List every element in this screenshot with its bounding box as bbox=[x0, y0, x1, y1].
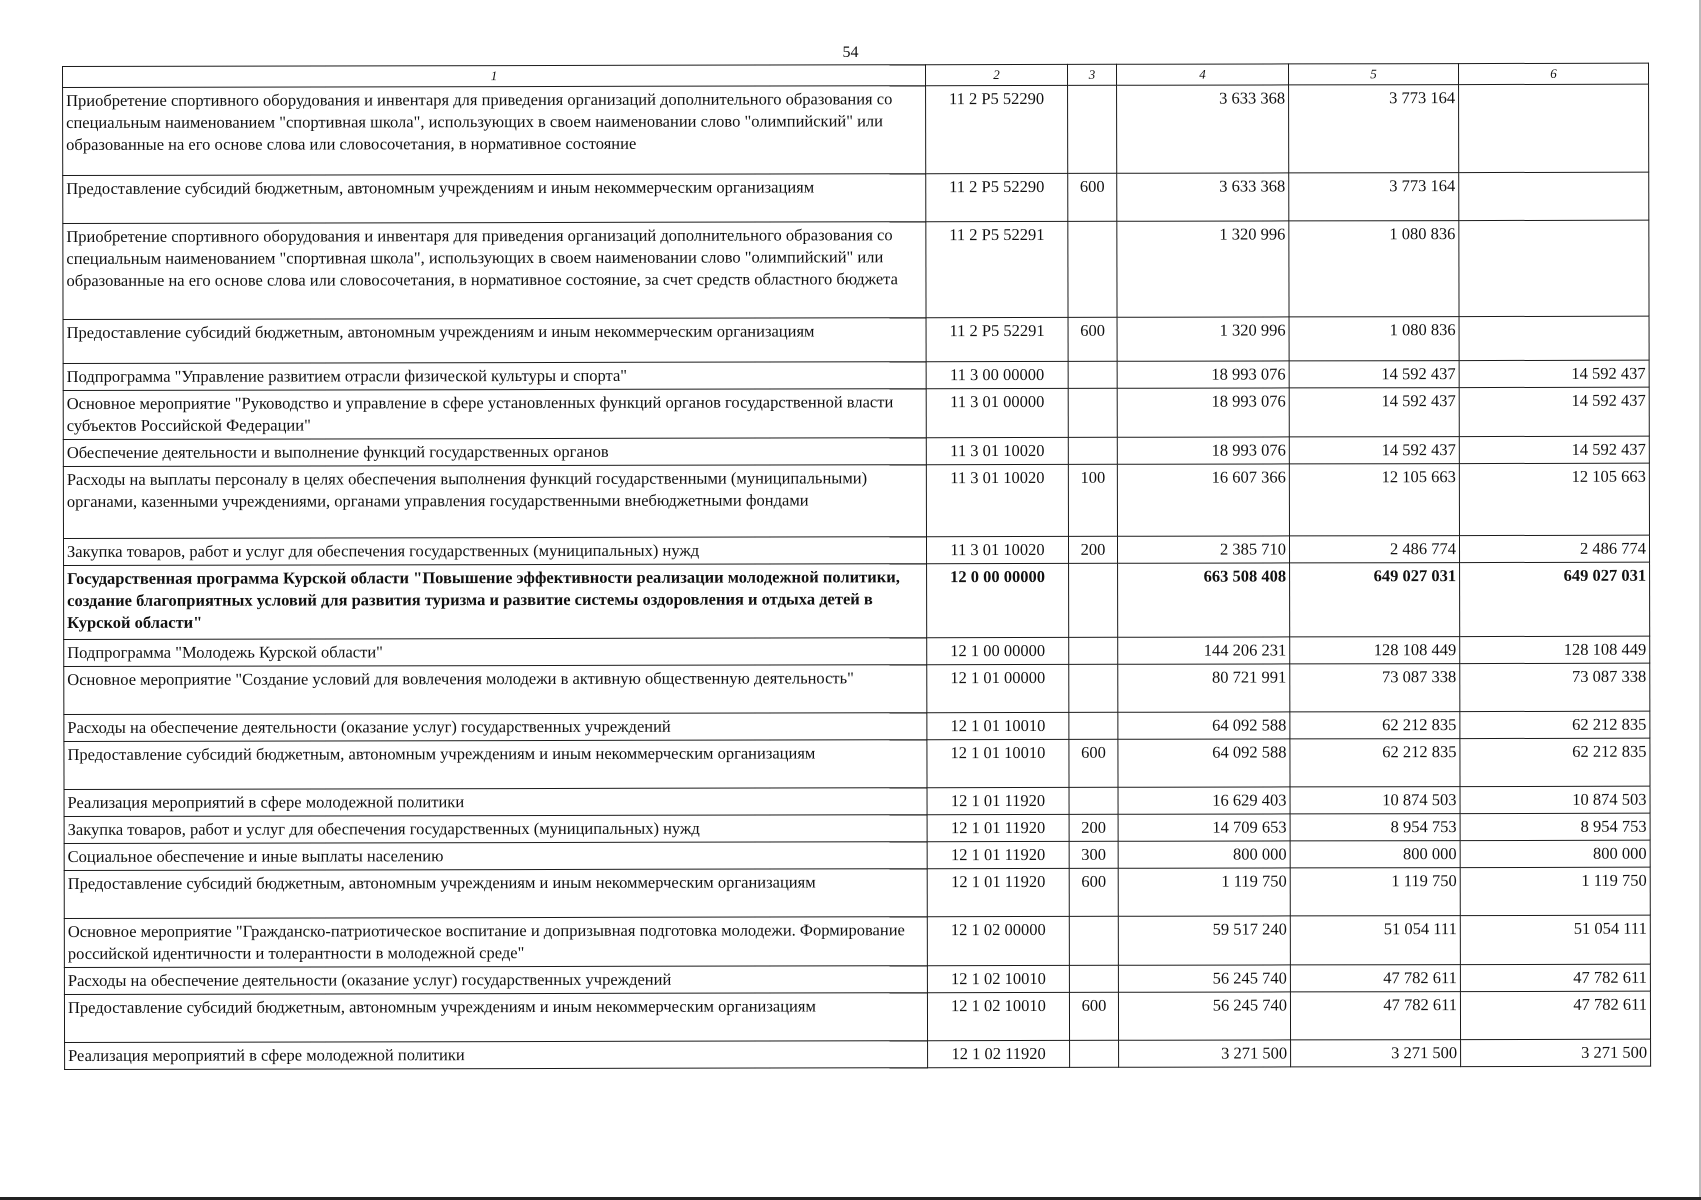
row-amount-col6-cell: 128 108 449 bbox=[1460, 636, 1650, 663]
row-code-cell: 12 1 01 11920 bbox=[927, 814, 1069, 841]
row-code-cell: 11 2 P5 52291 bbox=[926, 221, 1068, 317]
row-amount-col6-cell: 8 954 753 bbox=[1460, 813, 1650, 840]
row-expense-type-cell: 600 bbox=[1069, 868, 1118, 916]
row-expense-type-cell bbox=[1069, 664, 1118, 712]
row-expense-type-cell bbox=[1068, 361, 1117, 388]
row-amount-col5-cell: 3 773 164 bbox=[1289, 173, 1459, 221]
row-amount-col5-cell: 12 105 663 bbox=[1289, 464, 1459, 536]
row-name-cell: Предоставление субсидий бюджетным, автономным учреждениям и иным некоммерческим организациям bbox=[64, 869, 927, 919]
row-name-cell: Основное мероприятие "Руководство и управление в сфере установленных функций органов государственной власти субъектов Российской Федерации" bbox=[63, 389, 926, 440]
table-row bbox=[63, 172, 1649, 223]
row-expense-type-cell bbox=[1069, 563, 1118, 637]
row-amount-col5-cell: 3 773 164 bbox=[1289, 85, 1459, 173]
row-amount-col6-cell: 62 212 835 bbox=[1460, 738, 1650, 786]
row-name-cell: Приобретение спортивного оборудования и инвентаря для приведения организаций дополнительного образования со специальным наименованием "спортивная школа", использующих в своем наименовании слово "олимпийский" или образованные на его основе слова или словосочетания, в нормативное состояние, за счет средств областного бюджета bbox=[63, 222, 926, 320]
row-amount-col6-cell: 12 105 663 bbox=[1459, 463, 1649, 535]
table-row bbox=[63, 535, 1649, 565]
row-amount-col5-cell: 2 486 774 bbox=[1289, 536, 1459, 563]
row-amount-col5-cell: 10 874 503 bbox=[1290, 787, 1460, 814]
row-code-cell: 12 1 01 10010 bbox=[927, 712, 1069, 739]
row-expense-type-cell bbox=[1068, 388, 1117, 437]
row-name-cell: Закупка товаров, работ и услуг для обеспечения государственных (муниципальных) нужд bbox=[64, 815, 927, 844]
row-name-cell: Расходы на выплаты персоналу в целях обеспечения выполнения функций государственными (муниципальными) органами, казенными учреждениями, органами управления государственными внебюджетными фондами bbox=[63, 465, 926, 539]
row-code-cell: 12 1 02 10010 bbox=[927, 965, 1069, 992]
row-amount-col5-cell: 1 080 836 bbox=[1289, 221, 1459, 317]
row-name-cell: Основное мероприятие "Гражданско-патриотическое воспитание и допризывная подготовка молодежи. Формирование российской идентичности и толерантности в молодежной среде" bbox=[64, 917, 927, 968]
table-row bbox=[63, 387, 1649, 439]
row-amount-col6-cell: 649 027 031 bbox=[1460, 562, 1650, 636]
row-name-cell: Предоставление субсидий бюджетным, автономным учреждениям и иным некоммерческим организациям bbox=[63, 174, 926, 224]
header-col-5: 5 bbox=[1288, 64, 1458, 85]
row-amount-col6-cell bbox=[1459, 84, 1649, 172]
row-name-cell: Расходы на обеспечение деятельности (оказание услуг) государственных учреждений bbox=[64, 966, 927, 995]
row-expense-type-cell bbox=[1068, 85, 1117, 173]
row-amount-col4-cell: 3 271 500 bbox=[1119, 1040, 1291, 1067]
row-amount-col5-cell: 47 782 611 bbox=[1290, 965, 1460, 992]
row-amount-col6-cell: 51 054 111 bbox=[1460, 915, 1650, 964]
row-code-cell: 12 1 01 00000 bbox=[927, 664, 1069, 712]
table-row bbox=[64, 636, 1650, 666]
row-expense-type-cell bbox=[1069, 965, 1118, 992]
row-expense-type-cell: 100 bbox=[1068, 464, 1117, 536]
row-code-cell: 11 3 01 00000 bbox=[926, 388, 1068, 437]
table-row bbox=[64, 964, 1650, 994]
row-amount-col4-cell: 800 000 bbox=[1118, 841, 1290, 868]
row-amount-col6-cell: 2 486 774 bbox=[1459, 535, 1649, 562]
row-expense-type-cell: 600 bbox=[1068, 317, 1117, 361]
row-amount-col4-cell: 1 320 996 bbox=[1117, 221, 1289, 317]
row-name-cell: Предоставление субсидий бюджетным, автономным учреждениям и иным некоммерческим организациям bbox=[64, 993, 927, 1043]
row-name-cell: Закупка товаров, работ и услуг для обеспечения государственных (муниципальных) нужд bbox=[63, 537, 926, 566]
row-amount-col6-cell: 3 271 500 bbox=[1461, 1039, 1651, 1066]
row-expense-type-cell: 600 bbox=[1068, 173, 1117, 221]
row-code-cell: 11 2 P5 52290 bbox=[926, 173, 1068, 221]
row-amount-col6-cell bbox=[1459, 316, 1649, 360]
row-code-cell: 11 3 01 10020 bbox=[926, 464, 1068, 536]
row-code-cell: 12 1 01 10010 bbox=[927, 739, 1069, 787]
row-amount-col6-cell bbox=[1459, 172, 1649, 220]
table-row bbox=[64, 786, 1650, 816]
row-expense-type-cell: 600 bbox=[1069, 992, 1118, 1040]
row-name-cell: Подпрограмма "Управление развитием отрасли физической культуры и спорта" bbox=[63, 362, 926, 391]
row-amount-col4-cell: 64 092 588 bbox=[1118, 712, 1290, 739]
row-name-cell: Приобретение спортивного оборудования и инвентаря для приведения организаций дополнительного образования со специальным наименованием "спортивная школа", использующих в своем наименовании слово "олимпийский" или образованные на его основе слова или словосочетания, в нормативное состояние bbox=[63, 86, 926, 176]
row-expense-type-cell bbox=[1070, 1040, 1119, 1067]
row-amount-col5-cell: 800 000 bbox=[1290, 841, 1460, 868]
row-amount-col5-cell: 1 080 836 bbox=[1289, 317, 1459, 361]
row-amount-col6-cell bbox=[1459, 220, 1649, 316]
row-expense-type-cell bbox=[1069, 787, 1118, 814]
row-amount-col5-cell: 8 954 753 bbox=[1290, 814, 1460, 841]
table-row bbox=[63, 436, 1649, 466]
table-row bbox=[64, 813, 1650, 843]
row-amount-col5-cell: 128 108 449 bbox=[1290, 637, 1460, 664]
row-amount-col4-cell: 64 092 588 bbox=[1118, 739, 1290, 787]
table-row bbox=[64, 562, 1650, 639]
row-name-cell: Реализация мероприятий в сфере молодежной политики bbox=[64, 788, 927, 817]
row-name-cell: Подпрограмма "Молодежь Курской области" bbox=[64, 638, 927, 667]
row-amount-col4-cell: 3 633 368 bbox=[1117, 173, 1289, 221]
row-amount-col4-cell: 3 633 368 bbox=[1117, 85, 1289, 173]
row-code-cell: 11 2 P5 52291 bbox=[926, 317, 1068, 361]
row-code-cell: 12 1 02 10010 bbox=[927, 992, 1069, 1040]
row-code-cell: 12 1 01 11920 bbox=[927, 787, 1069, 814]
row-amount-col6-cell: 1 119 750 bbox=[1460, 867, 1650, 915]
row-amount-col4-cell: 18 993 076 bbox=[1117, 361, 1289, 388]
row-amount-col5-cell: 14 592 437 bbox=[1289, 361, 1459, 388]
row-expense-type-cell bbox=[1069, 916, 1118, 965]
row-amount-col4-cell: 1 119 750 bbox=[1118, 868, 1290, 916]
row-amount-col6-cell: 47 782 611 bbox=[1460, 991, 1650, 1039]
table-row bbox=[63, 360, 1649, 390]
row-amount-col4-cell: 56 245 740 bbox=[1118, 992, 1290, 1040]
row-expense-type-cell bbox=[1069, 637, 1118, 664]
row-name-cell: Обеспечение деятельности и выполнение функций государственных органов bbox=[63, 438, 926, 467]
row-name-cell: Предоставление субсидий бюджетным, автономным учреждениям и иным некоммерческим организациям bbox=[63, 318, 926, 364]
row-amount-col4-cell: 16 607 366 bbox=[1117, 464, 1289, 536]
table-row bbox=[63, 220, 1649, 319]
header-col-3: 3 bbox=[1067, 64, 1116, 85]
row-amount-col5-cell: 47 782 611 bbox=[1290, 992, 1460, 1040]
row-expense-type-cell bbox=[1068, 437, 1117, 464]
row-expense-type-cell: 600 bbox=[1069, 739, 1118, 787]
row-amount-col4-cell: 18 993 076 bbox=[1117, 388, 1289, 437]
row-amount-col5-cell: 51 054 111 bbox=[1290, 916, 1460, 965]
header-col-1: 1 bbox=[63, 65, 926, 88]
row-name-cell: Социальное обеспечение и иные выплаты населению bbox=[64, 842, 927, 871]
table-body bbox=[63, 84, 1651, 1069]
table-row bbox=[64, 840, 1650, 870]
row-code-cell: 11 2 P5 52290 bbox=[926, 85, 1068, 173]
header-col-4: 4 bbox=[1116, 64, 1288, 85]
row-amount-col5-cell: 14 592 437 bbox=[1289, 388, 1459, 437]
row-expense-type-cell bbox=[1068, 221, 1117, 317]
row-amount-col6-cell: 10 874 503 bbox=[1460, 786, 1650, 813]
table-row bbox=[63, 463, 1649, 538]
row-code-cell: 11 3 00 00000 bbox=[926, 361, 1068, 388]
row-amount-col5-cell: 3 271 500 bbox=[1291, 1040, 1461, 1067]
row-amount-col6-cell: 14 592 437 bbox=[1459, 360, 1649, 387]
table-row bbox=[64, 738, 1650, 789]
row-amount-col4-cell: 2 385 710 bbox=[1117, 536, 1289, 563]
row-amount-col6-cell: 14 592 437 bbox=[1459, 387, 1649, 436]
row-amount-col6-cell: 14 592 437 bbox=[1459, 436, 1649, 463]
table-row bbox=[64, 991, 1650, 1042]
row-code-cell: 12 0 00 00000 bbox=[927, 563, 1069, 637]
row-amount-col4-cell: 16 629 403 bbox=[1118, 787, 1290, 814]
row-code-cell: 12 1 00 00000 bbox=[927, 637, 1069, 664]
row-amount-col4-cell: 56 245 740 bbox=[1118, 965, 1290, 992]
budget-table bbox=[62, 63, 1651, 1070]
row-expense-type-cell bbox=[1069, 712, 1118, 739]
row-code-cell: 11 3 01 10020 bbox=[926, 437, 1068, 464]
row-amount-col6-cell: 47 782 611 bbox=[1460, 964, 1650, 991]
row-amount-col6-cell: 73 087 338 bbox=[1460, 663, 1650, 711]
row-amount-col5-cell: 14 592 437 bbox=[1289, 437, 1459, 464]
row-expense-type-cell: 200 bbox=[1068, 536, 1117, 563]
table-row bbox=[63, 84, 1649, 175]
table-row bbox=[63, 316, 1649, 363]
row-amount-col5-cell: 62 212 835 bbox=[1290, 739, 1460, 787]
header-col-2: 2 bbox=[925, 64, 1067, 85]
row-amount-col4-cell: 144 206 231 bbox=[1118, 637, 1290, 664]
row-amount-col4-cell: 80 721 991 bbox=[1118, 664, 1290, 712]
row-amount-col4-cell: 18 993 076 bbox=[1117, 437, 1289, 464]
row-code-cell: 12 1 02 00000 bbox=[927, 916, 1069, 965]
table-row bbox=[65, 1039, 1651, 1069]
row-code-cell: 12 1 01 11920 bbox=[927, 868, 1069, 916]
row-code-cell: 12 1 02 11920 bbox=[928, 1040, 1070, 1067]
row-amount-col5-cell: 73 087 338 bbox=[1290, 664, 1460, 712]
table-row bbox=[64, 867, 1650, 918]
page-number: 54 bbox=[842, 44, 859, 61]
row-code-cell: 11 3 01 10020 bbox=[926, 536, 1068, 563]
row-code-cell: 12 1 01 11920 bbox=[927, 841, 1069, 868]
row-name-cell: Реализация мероприятий в сфере молодежной политики bbox=[65, 1041, 928, 1070]
row-expense-type-cell: 200 bbox=[1069, 814, 1118, 841]
budget-table-container bbox=[62, 63, 1650, 1070]
row-name-cell: Государственная программа Курской области "Повышение эффективности реализации молодежной политики, создание благоприятных условий для развития туризма и развитие системы оздоровления и отдыха детей в Курской области" bbox=[64, 564, 927, 640]
row-amount-col6-cell: 62 212 835 bbox=[1460, 711, 1650, 738]
row-amount-col4-cell: 663 508 408 bbox=[1118, 563, 1290, 637]
table-row bbox=[64, 915, 1650, 967]
row-name-cell: Расходы на обеспечение деятельности (оказание услуг) государственных учреждений bbox=[64, 713, 927, 742]
row-amount-col4-cell: 14 709 653 bbox=[1118, 814, 1290, 841]
row-amount-col6-cell: 800 000 bbox=[1460, 840, 1650, 867]
row-amount-col5-cell: 1 119 750 bbox=[1290, 868, 1460, 916]
row-name-cell: Основное мероприятие "Создание условий для вовлечения молодежи в активную общественную деятельность" bbox=[64, 665, 927, 715]
row-amount-col4-cell: 1 320 996 bbox=[1117, 317, 1289, 361]
row-amount-col5-cell: 62 212 835 bbox=[1290, 712, 1460, 739]
header-col-6: 6 bbox=[1458, 63, 1648, 84]
row-amount-col5-cell: 649 027 031 bbox=[1290, 563, 1460, 637]
table-row bbox=[64, 711, 1650, 741]
row-amount-col4-cell: 59 517 240 bbox=[1118, 916, 1290, 965]
table-row bbox=[64, 663, 1650, 714]
row-name-cell: Предоставление субсидий бюджетным, автономным учреждениям и иным некоммерческим организациям bbox=[64, 740, 927, 790]
row-expense-type-cell: 300 bbox=[1069, 841, 1118, 868]
